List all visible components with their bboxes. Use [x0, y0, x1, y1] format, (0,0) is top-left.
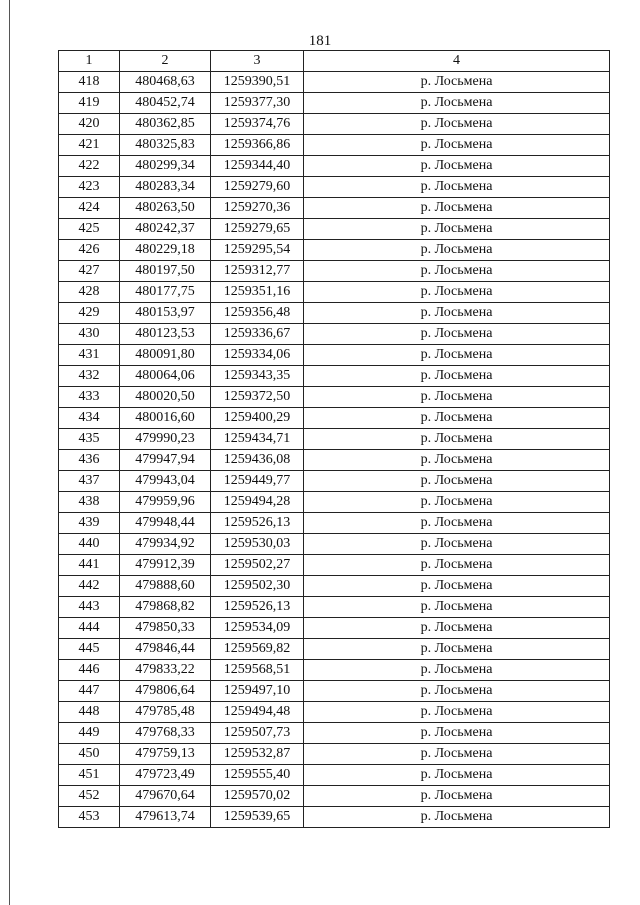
y-coordinate-cell: 1259530,03: [211, 534, 304, 555]
table-row: [59, 303, 610, 324]
table-row: [59, 492, 610, 513]
point-number-cell: 453: [59, 807, 120, 828]
object-name-cell: р. Лосьмена: [304, 135, 610, 156]
object-name-cell: р. Лосьмена: [304, 261, 610, 282]
point-number-cell: 423: [59, 177, 120, 198]
x-coordinate-cell: 480064,06: [120, 366, 211, 387]
column-header-2: 2: [120, 51, 211, 72]
point-number-cell: 443: [59, 597, 120, 618]
y-coordinate-cell: 1259532,87: [211, 744, 304, 765]
table-row: [59, 765, 610, 786]
y-coordinate-cell: 1259334,06: [211, 345, 304, 366]
x-coordinate-cell: 480468,63: [120, 72, 211, 93]
point-number-cell: 426: [59, 240, 120, 261]
point-number-cell: 452: [59, 786, 120, 807]
y-coordinate-cell: 1259400,29: [211, 408, 304, 429]
y-coordinate-cell: 1259502,30: [211, 576, 304, 597]
table-row: [59, 555, 610, 576]
table-row: [59, 576, 610, 597]
point-number-cell: 419: [59, 93, 120, 114]
y-coordinate-cell: 1259279,60: [211, 177, 304, 198]
y-coordinate-cell: 1259494,48: [211, 702, 304, 723]
y-coordinate-cell: 1259534,09: [211, 618, 304, 639]
table-row: [59, 324, 610, 345]
object-name-cell: р. Лосьмена: [304, 639, 610, 660]
table-row: [59, 219, 610, 240]
object-name-cell: р. Лосьмена: [304, 744, 610, 765]
point-number-cell: 440: [59, 534, 120, 555]
table-row: [59, 72, 610, 93]
x-coordinate-cell: 480177,75: [120, 282, 211, 303]
y-coordinate-cell: 1259497,10: [211, 681, 304, 702]
x-coordinate-cell: 480325,83: [120, 135, 211, 156]
x-coordinate-cell: 480153,97: [120, 303, 211, 324]
x-coordinate-cell: 480362,85: [120, 114, 211, 135]
y-coordinate-cell: 1259312,77: [211, 261, 304, 282]
y-coordinate-cell: 1259366,86: [211, 135, 304, 156]
object-name-cell: р. Лосьмена: [304, 513, 610, 534]
table-row: [59, 240, 610, 261]
object-name-cell: р. Лосьмена: [304, 72, 610, 93]
object-name-cell: р. Лосьмена: [304, 555, 610, 576]
column-header-1: 1: [59, 51, 120, 72]
x-coordinate-cell: 480242,37: [120, 219, 211, 240]
object-name-cell: р. Лосьмена: [304, 219, 610, 240]
y-coordinate-cell: 1259356,48: [211, 303, 304, 324]
point-number-cell: 431: [59, 345, 120, 366]
x-coordinate-cell: 479833,22: [120, 660, 211, 681]
x-coordinate-cell: 479759,13: [120, 744, 211, 765]
point-number-cell: 437: [59, 471, 120, 492]
table-row: [59, 261, 610, 282]
point-number-cell: 421: [59, 135, 120, 156]
x-coordinate-cell: 479850,33: [120, 618, 211, 639]
point-number-cell: 435: [59, 429, 120, 450]
table-body: [59, 72, 610, 828]
point-number-cell: 429: [59, 303, 120, 324]
y-coordinate-cell: 1259279,65: [211, 219, 304, 240]
point-number-cell: 420: [59, 114, 120, 135]
table-row: [59, 387, 610, 408]
y-coordinate-cell: 1259343,35: [211, 366, 304, 387]
table-row: [59, 366, 610, 387]
point-number-cell: 446: [59, 660, 120, 681]
x-coordinate-cell: 479785,48: [120, 702, 211, 723]
object-name-cell: р. Лосьмена: [304, 156, 610, 177]
object-name-cell: р. Лосьмена: [304, 807, 610, 828]
y-coordinate-cell: 1259295,54: [211, 240, 304, 261]
table-row: [59, 660, 610, 681]
table-row: [59, 114, 610, 135]
object-name-cell: р. Лосьмена: [304, 114, 610, 135]
object-name-cell: р. Лосьмена: [304, 450, 610, 471]
object-name-cell: р. Лосьмена: [304, 765, 610, 786]
point-number-cell: 428: [59, 282, 120, 303]
x-coordinate-cell: 480123,53: [120, 324, 211, 345]
table-header-row: [59, 51, 610, 72]
table-row: [59, 198, 610, 219]
point-number-cell: 438: [59, 492, 120, 513]
table-row: [59, 597, 610, 618]
y-coordinate-cell: 1259502,27: [211, 555, 304, 576]
y-coordinate-cell: 1259526,13: [211, 597, 304, 618]
y-coordinate-cell: 1259436,08: [211, 450, 304, 471]
object-name-cell: р. Лосьмена: [304, 534, 610, 555]
y-coordinate-cell: 1259351,16: [211, 282, 304, 303]
object-name-cell: р. Лосьмена: [304, 366, 610, 387]
point-number-cell: 422: [59, 156, 120, 177]
object-name-cell: р. Лосьмена: [304, 723, 610, 744]
table-row: [59, 429, 610, 450]
x-coordinate-cell: 479990,23: [120, 429, 211, 450]
object-name-cell: р. Лосьмена: [304, 576, 610, 597]
y-coordinate-cell: 1259568,51: [211, 660, 304, 681]
x-coordinate-cell: 480020,50: [120, 387, 211, 408]
y-coordinate-cell: 1259372,50: [211, 387, 304, 408]
object-name-cell: р. Лосьмена: [304, 324, 610, 345]
object-name-cell: р. Лосьмена: [304, 93, 610, 114]
x-coordinate-cell: 479912,39: [120, 555, 211, 576]
table-row: [59, 135, 610, 156]
y-coordinate-cell: 1259344,40: [211, 156, 304, 177]
x-coordinate-cell: 479806,64: [120, 681, 211, 702]
y-coordinate-cell: 1259336,67: [211, 324, 304, 345]
y-coordinate-cell: 1259555,40: [211, 765, 304, 786]
x-coordinate-cell: 480299,34: [120, 156, 211, 177]
point-number-cell: 441: [59, 555, 120, 576]
point-number-cell: 427: [59, 261, 120, 282]
x-coordinate-cell: 479948,44: [120, 513, 211, 534]
x-coordinate-cell: 480452,74: [120, 93, 211, 114]
point-number-cell: 436: [59, 450, 120, 471]
x-coordinate-cell: 480283,34: [120, 177, 211, 198]
table-row: [59, 282, 610, 303]
object-name-cell: р. Лосьмена: [304, 240, 610, 261]
y-coordinate-cell: 1259449,77: [211, 471, 304, 492]
binding-margin-line: [9, 0, 10, 905]
table-row: [59, 807, 610, 828]
table-row: [59, 345, 610, 366]
y-coordinate-cell: 1259377,30: [211, 93, 304, 114]
table-row: [59, 618, 610, 639]
point-number-cell: 448: [59, 702, 120, 723]
x-coordinate-cell: 480263,50: [120, 198, 211, 219]
x-coordinate-cell: 479947,94: [120, 450, 211, 471]
table-row: [59, 156, 610, 177]
table-row: [59, 786, 610, 807]
x-coordinate-cell: 480197,50: [120, 261, 211, 282]
object-name-cell: р. Лосьмена: [304, 618, 610, 639]
point-number-cell: 444: [59, 618, 120, 639]
y-coordinate-cell: 1259569,82: [211, 639, 304, 660]
point-number-cell: 445: [59, 639, 120, 660]
point-number-cell: 439: [59, 513, 120, 534]
point-number-cell: 432: [59, 366, 120, 387]
table-row: [59, 177, 610, 198]
x-coordinate-cell: 479943,04: [120, 471, 211, 492]
coordinates-table: [58, 50, 610, 828]
x-coordinate-cell: 480016,60: [120, 408, 211, 429]
x-coordinate-cell: 480091,80: [120, 345, 211, 366]
table-row: [59, 93, 610, 114]
object-name-cell: р. Лосьмена: [304, 471, 610, 492]
point-number-cell: 449: [59, 723, 120, 744]
object-name-cell: р. Лосьмена: [304, 660, 610, 681]
column-header-4: 4: [304, 51, 610, 72]
x-coordinate-cell: 479613,74: [120, 807, 211, 828]
x-coordinate-cell: 479723,49: [120, 765, 211, 786]
object-name-cell: р. Лосьмена: [304, 702, 610, 723]
y-coordinate-cell: 1259390,51: [211, 72, 304, 93]
y-coordinate-cell: 1259494,28: [211, 492, 304, 513]
object-name-cell: р. Лосьмена: [304, 198, 610, 219]
table-row: [59, 702, 610, 723]
point-number-cell: 424: [59, 198, 120, 219]
table-row: [59, 639, 610, 660]
table-row: [59, 450, 610, 471]
x-coordinate-cell: 479868,82: [120, 597, 211, 618]
table-row: [59, 681, 610, 702]
x-coordinate-cell: 479670,64: [120, 786, 211, 807]
x-coordinate-cell: 479959,96: [120, 492, 211, 513]
y-coordinate-cell: 1259374,76: [211, 114, 304, 135]
object-name-cell: р. Лосьмена: [304, 282, 610, 303]
table-row: [59, 408, 610, 429]
object-name-cell: р. Лосьмена: [304, 345, 610, 366]
object-name-cell: р. Лосьмена: [304, 408, 610, 429]
object-name-cell: р. Лосьмена: [304, 429, 610, 450]
table-row: [59, 744, 610, 765]
object-name-cell: р. Лосьмена: [304, 303, 610, 324]
table-row: [59, 723, 610, 744]
point-number-cell: 442: [59, 576, 120, 597]
object-name-cell: р. Лосьмена: [304, 492, 610, 513]
object-name-cell: р. Лосьмена: [304, 597, 610, 618]
y-coordinate-cell: 1259507,73: [211, 723, 304, 744]
page-number: 181: [308, 33, 332, 49]
point-number-cell: 447: [59, 681, 120, 702]
point-number-cell: 418: [59, 72, 120, 93]
y-coordinate-cell: 1259539,65: [211, 807, 304, 828]
y-coordinate-cell: 1259434,71: [211, 429, 304, 450]
x-coordinate-cell: 479934,92: [120, 534, 211, 555]
x-coordinate-cell: 480229,18: [120, 240, 211, 261]
object-name-cell: р. Лосьмена: [304, 786, 610, 807]
y-coordinate-cell: 1259570,02: [211, 786, 304, 807]
x-coordinate-cell: 479768,33: [120, 723, 211, 744]
x-coordinate-cell: 479846,44: [120, 639, 211, 660]
object-name-cell: р. Лосьмена: [304, 387, 610, 408]
point-number-cell: 433: [59, 387, 120, 408]
point-number-cell: 434: [59, 408, 120, 429]
point-number-cell: 425: [59, 219, 120, 240]
column-header-3: 3: [211, 51, 304, 72]
point-number-cell: 451: [59, 765, 120, 786]
x-coordinate-cell: 479888,60: [120, 576, 211, 597]
point-number-cell: 430: [59, 324, 120, 345]
y-coordinate-cell: 1259270,36: [211, 198, 304, 219]
table-row: [59, 513, 610, 534]
object-name-cell: р. Лосьмена: [304, 177, 610, 198]
y-coordinate-cell: 1259526,13: [211, 513, 304, 534]
table-row: [59, 471, 610, 492]
object-name-cell: р. Лосьмена: [304, 681, 610, 702]
point-number-cell: 450: [59, 744, 120, 765]
table-row: [59, 534, 610, 555]
